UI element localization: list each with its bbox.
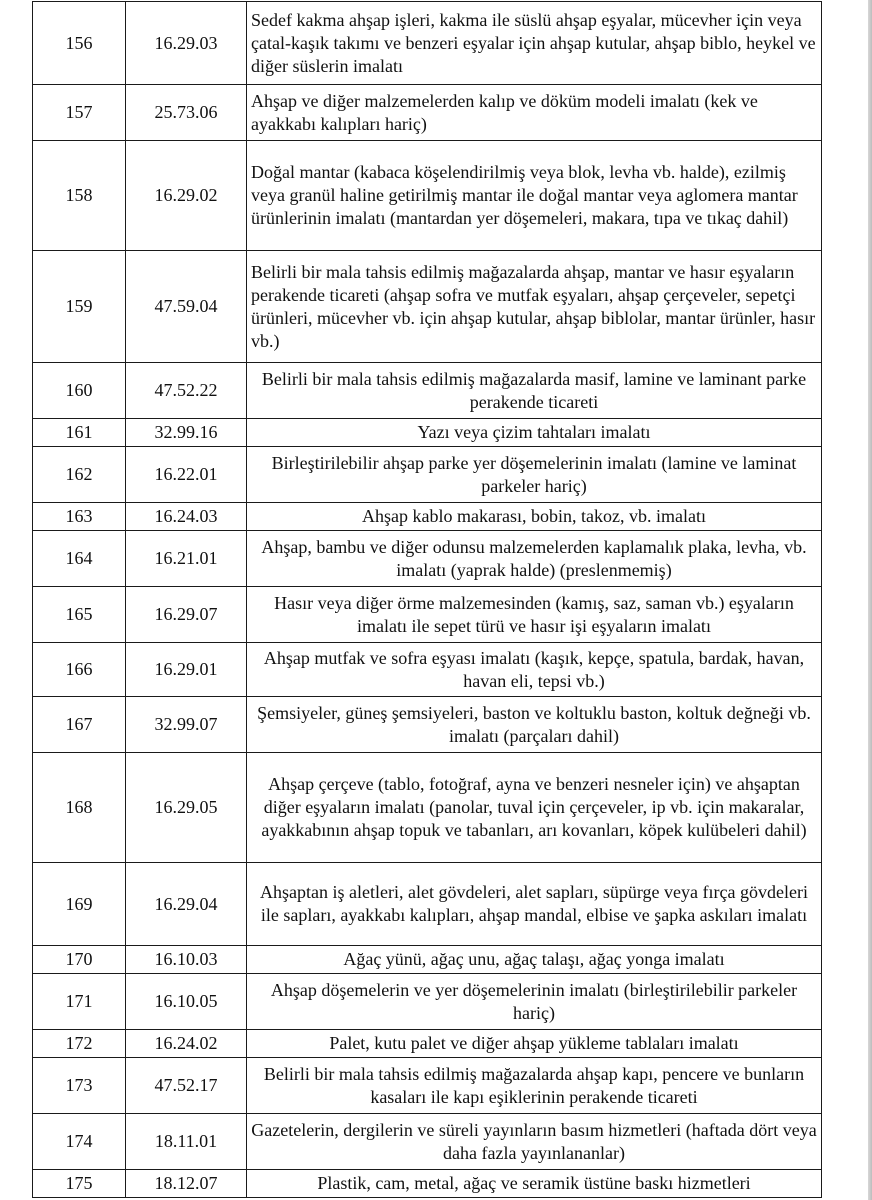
table-row — [33, 419, 822, 447]
activity-description: Ahşap, bambu ve diğer odunsu malzemelerden kaplamalık plaka, levha, vb. imalatı (yaprak halde) (preslenmemiş) — [247, 531, 822, 587]
activity-code: 47.52.17 — [126, 1058, 247, 1114]
row-number: 171 — [33, 974, 126, 1030]
activity-description: Gazetelerin, dergilerin ve süreli yayınların basım hizmetleri (haftada dört veya daha fazla yayınlananlar) — [247, 1114, 822, 1170]
row-number: 169 — [33, 863, 126, 946]
activity-description: Şemsiyeler, güneş şemsiyeleri, baston ve koltuklu baston, koltuk değneği vb. imalatı (parçaları dahil) — [247, 697, 822, 753]
activity-description: Ağaç yünü, ağaç unu, ağaç talaşı, ağaç yonga imalatı — [247, 946, 822, 974]
table-row — [33, 587, 822, 643]
row-number: 174 — [33, 1114, 126, 1170]
row-number: 160 — [33, 363, 126, 419]
table-row — [33, 1058, 822, 1114]
row-number: 167 — [33, 697, 126, 753]
activity-description: Ahşap mutfak ve sofra eşyası imalatı (kaşık, kepçe, spatula, bardak, havan, havan eli, tepsi vb.) — [247, 643, 822, 697]
row-number: 170 — [33, 946, 126, 974]
activity-code: 16.10.03 — [126, 946, 247, 974]
row-number: 175 — [33, 1170, 126, 1198]
activity-code-table — [32, 1, 822, 1198]
activity-code: 16.29.03 — [126, 2, 247, 85]
activity-code: 16.29.02 — [126, 141, 247, 251]
row-number: 163 — [33, 503, 126, 531]
activity-description: Ahşap döşemelerin ve yer döşemelerinin imalatı (birleştirilebilir parkeler hariç) — [247, 974, 822, 1030]
row-number: 156 — [33, 2, 126, 85]
activity-code: 47.59.04 — [126, 251, 247, 363]
table-row — [33, 753, 822, 863]
table-row — [33, 946, 822, 974]
activity-description: Ahşaptan iş aletleri, alet gövdeleri, alet sapları, süpürge veya fırça gövdeleri ile sapları, ayakkabı kalıpları, ahşap mandal, elbise ve şapka askıları imalatı — [247, 863, 822, 946]
activity-code: 16.24.02 — [126, 1030, 247, 1058]
activity-code: 47.52.22 — [126, 363, 247, 419]
table-row — [33, 531, 822, 587]
activity-code: 16.22.01 — [126, 447, 247, 503]
table-row — [33, 863, 822, 946]
activity-description: Belirli bir mala tahsis edilmiş mağazalarda ahşap, mantar ve hasır eşyaların perakende ticareti (ahşap sofra ve mutfak eşyaları, ahşap çerçeveler, sepetçi ürünleri, mücevher vb. için ahşap kutular, ahşap biblolar, mantar ürünler, hasır vb.) — [247, 251, 822, 363]
row-number: 161 — [33, 419, 126, 447]
activity-description: Ahşap ve diğer malzemelerden kalıp ve döküm modeli imalatı (kek ve ayakkabı kalıpları hariç) — [247, 85, 822, 141]
activity-description: Ahşap kablo makarası, bobin, takoz, vb. imalatı — [247, 503, 822, 531]
activity-code: 25.73.06 — [126, 85, 247, 141]
activity-code: 16.10.05 — [126, 974, 247, 1030]
row-number: 166 — [33, 643, 126, 697]
activity-description: Ahşap çerçeve (tablo, fotoğraf, ayna ve benzeri nesneler için) ve ahşaptan diğer eşyaların imalatı (panolar, tuval için çerçeveler, ip vb. için makaralar, ayakkabının ahşap topuk ve tabanları, arı kovanları, köpek kulübeleri dahil) — [247, 753, 822, 863]
row-number: 173 — [33, 1058, 126, 1114]
table-row — [33, 643, 822, 697]
page-edge-divider — [868, 0, 872, 1200]
activity-code: 16.29.07 — [126, 587, 247, 643]
activity-description: Yazı veya çizim tahtaları imalatı — [247, 419, 822, 447]
activity-description: Palet, kutu palet ve diğer ahşap yükleme tablaları imalatı — [247, 1030, 822, 1058]
activity-description: Belirli bir mala tahsis edilmiş mağazalarda masif, lamine ve laminant parke perakende ticareti — [247, 363, 822, 419]
activity-description: Sedef kakma ahşap işleri, kakma ile süslü ahşap eşyalar, mücevher için veya çatal-kaşık takımı ve benzeri eşyalar için ahşap kutular, ahşap biblo, heykel ve diğer süslerin imalatı — [247, 2, 822, 85]
table-row — [33, 251, 822, 363]
table-row — [33, 697, 822, 753]
activity-description: Birleştirilebilir ahşap parke yer döşemelerinin imalatı (lamine ve laminat parkeler hariç) — [247, 447, 822, 503]
activity-code: 16.21.01 — [126, 531, 247, 587]
table-row — [33, 1114, 822, 1170]
row-number: 168 — [33, 753, 126, 863]
activity-code: 16.29.05 — [126, 753, 247, 863]
activity-code: 18.12.07 — [126, 1170, 247, 1198]
activity-description: Doğal mantar (kabaca köşelendirilmiş veya blok, levha vb. halde), ezilmiş veya granül haline getirilmiş mantar ile doğal mantar veya aglomera mantar ürünlerinin imalatı (mantardan yer döşemeleri, makara, tıpa ve tıkaç dahil) — [247, 141, 822, 251]
activity-code: 16.24.03 — [126, 503, 247, 531]
table-row — [33, 363, 822, 419]
table-row — [33, 447, 822, 503]
table-row — [33, 2, 822, 85]
row-number: 165 — [33, 587, 126, 643]
activity-code: 18.11.01 — [126, 1114, 247, 1170]
activity-code: 16.29.01 — [126, 643, 247, 697]
table-row — [33, 503, 822, 531]
activity-code: 16.29.04 — [126, 863, 247, 946]
activity-code: 32.99.16 — [126, 419, 247, 447]
table-row — [33, 141, 822, 251]
row-number: 159 — [33, 251, 126, 363]
activity-description: Hasır veya diğer örme malzemesinden (kamış, saz, saman vb.) eşyaların imalatı ile sepet türü ve hasır işi eşyaların imalatı — [247, 587, 822, 643]
table-row — [33, 85, 822, 141]
row-number: 157 — [33, 85, 126, 141]
activity-code: 32.99.07 — [126, 697, 247, 753]
table-row — [33, 1170, 822, 1198]
activity-description: Belirli bir mala tahsis edilmiş mağazalarda ahşap kapı, pencere ve bunların kasaları ile kapı eşiklerinin perakende ticareti — [247, 1058, 822, 1114]
activity-description: Plastik, cam, metal, ağaç ve seramik üstüne baskı hizmetleri — [247, 1170, 822, 1198]
table-row — [33, 974, 822, 1030]
row-number: 158 — [33, 141, 126, 251]
row-number: 164 — [33, 531, 126, 587]
row-number: 162 — [33, 447, 126, 503]
table-row — [33, 1030, 822, 1058]
row-number: 172 — [33, 1030, 126, 1058]
